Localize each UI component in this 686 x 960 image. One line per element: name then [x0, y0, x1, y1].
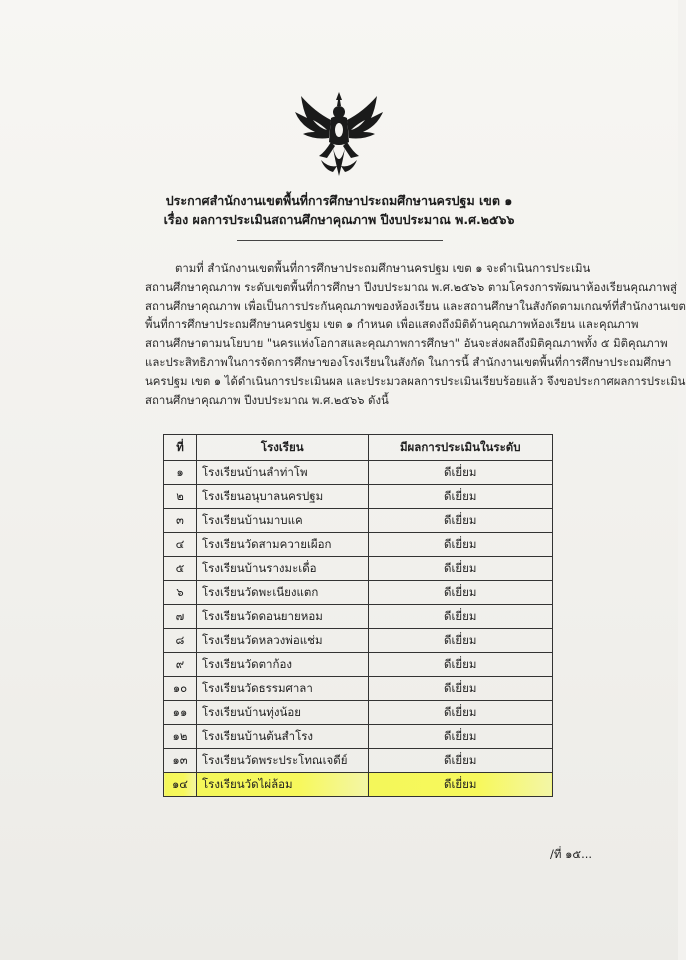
body-line: นครปฐม เขต ๑ ได้ดำเนินการประเมินผล และประมวลผลการประเมินเรียบร้อยแล้ว จึงขอประกาศผลการประเมิน	[145, 373, 686, 388]
row-number: ๑	[164, 461, 197, 485]
body-line: สถานศึกษาคุณภาพ ปีงบประมาณ พ.ศ.๒๕๖๖ ดังนี้	[145, 392, 389, 407]
row-school: โรงเรียนบ้านลำท่าโพ	[196, 461, 368, 485]
row-school: โรงเรียนวัดไผ่ล้อม	[196, 773, 368, 797]
row-number: ๗	[164, 605, 197, 629]
row-number: ๑๔	[164, 773, 197, 797]
row-school: โรงเรียนวัดสามควายเผือก	[196, 533, 368, 557]
body-line: และประสิทธิภาพในการจัดการศึกษาของโรงเรียนในสังกัด ในการนี้ สำนักงานเขตพื้นที่การศึกษาประถมศึกษา	[145, 354, 672, 369]
table-row	[164, 701, 553, 725]
row-number: ๔	[164, 533, 197, 557]
row-number: ๑๒	[164, 725, 197, 749]
header-number: ที่	[164, 435, 197, 461]
title-divider	[237, 240, 443, 241]
row-number: ๖	[164, 581, 197, 605]
row-school: โรงเรียนวัดธรรมศาลา	[196, 677, 368, 701]
announcement-title: ประกาศสำนักงานเขตพื้นที่การศึกษาประถมศึกษานครปฐม เขต ๑	[165, 193, 513, 208]
row-result: ดีเยี่ยม	[368, 557, 553, 581]
header-result: มีผลการประเมินในระดับ	[368, 435, 553, 461]
row-result: ดีเยี่ยม	[368, 629, 553, 653]
row-result: ดีเยี่ยม	[368, 725, 553, 749]
row-result: ดีเยี่ยม	[368, 581, 553, 605]
body-line: สถานศึกษาคุณภาพ ระดับเขตพื้นที่การศึกษา ปีงบประมาณ พ.ศ.๒๕๖๖ ตามโครงการพัฒนาห้องเรียนคุณภาพสู่	[145, 279, 677, 294]
body-line: ตามที่ สำนักงานเขตพื้นที่การศึกษาประถมศึกษานครปฐม เขต ๑ จะดำเนินการประเมิน	[175, 261, 591, 275]
garuda-emblem-icon	[293, 90, 385, 180]
row-result: ดีเยี่ยม	[368, 509, 553, 533]
table-row	[164, 533, 553, 557]
announcement-body	[145, 259, 686, 409]
row-number: ๙	[164, 653, 197, 677]
table-row	[164, 605, 553, 629]
row-school: โรงเรียนบ้านต้นสำโรง	[196, 725, 368, 749]
row-number: ๑๓	[164, 749, 197, 773]
row-number: ๑๑	[164, 701, 197, 725]
header-school: โรงเรียน	[196, 435, 368, 461]
row-result: ดีเยี่ยม	[368, 749, 553, 773]
row-school: โรงเรียนวัดพะเนียงแตก	[196, 581, 368, 605]
table-row	[164, 677, 553, 701]
next-page-marker: /ที่ ๑๕...	[550, 847, 593, 861]
row-result: ดีเยี่ยม	[368, 461, 553, 485]
row-school: โรงเรียนวัดพระประโทณเจดีย์	[196, 749, 368, 773]
table-row	[164, 581, 553, 605]
row-school: โรงเรียนบ้านมาบแค	[196, 509, 368, 533]
results-table	[163, 434, 553, 797]
row-school: โรงเรียนบ้านทุ่งน้อย	[196, 701, 368, 725]
row-result: ดีเยี่ยม	[368, 677, 553, 701]
row-school: โรงเรียนบ้านรางมะเดื่อ	[196, 557, 368, 581]
row-number: ๘	[164, 629, 197, 653]
row-school: โรงเรียนวัดตาก้อง	[196, 653, 368, 677]
announcement-subject: เรื่อง ผลการประเมินสถานศึกษาคุณภาพ ปีงบประมาณ พ.ศ.๒๕๖๖	[163, 212, 515, 227]
row-result: ดีเยี่ยม	[368, 701, 553, 725]
table-row	[164, 509, 553, 533]
table-row	[164, 557, 553, 581]
table-row	[164, 749, 553, 773]
body-line: พื้นที่การศึกษาประถมศึกษานครปฐม เขต ๑ กำหนด เพื่อแสดงถึงมิติด้านคุณภาพห้องเรียน และคุณภาพ	[145, 317, 639, 332]
body-line: สถานศึกษาคุณภาพ เพื่อเป็นการประกันคุณภาพของห้องเรียน และสถานศึกษาในสังกัดตามเกณฑ์ที่สำนักงานเขต	[145, 298, 686, 313]
body-line: สถานศึกษาตามนโยบาย "นครแห่งโอกาสและคุณภาพการศึกษา" อันจะส่งผลถึงมิติคุณภาพทั้ง ๕ มิติคุณภาพ	[145, 336, 668, 351]
table-row	[164, 629, 553, 653]
row-school: โรงเรียนวัดดอนยายหอม	[196, 605, 368, 629]
row-number: ๑๐	[164, 677, 197, 701]
table-header-row	[164, 435, 553, 461]
row-number: ๕	[164, 557, 197, 581]
table-row-highlighted	[164, 773, 553, 797]
row-number: ๓	[164, 509, 197, 533]
table-row	[164, 653, 553, 677]
row-school: โรงเรียนวัดหลวงพ่อแช่ม	[196, 629, 368, 653]
row-result: ดีเยี่ยม	[368, 653, 553, 677]
row-school: โรงเรียนอนุบาลนครปฐม	[196, 485, 368, 509]
row-result: ดีเยี่ยม	[368, 605, 553, 629]
table-row	[164, 485, 553, 509]
table-row	[164, 461, 553, 485]
table-row	[164, 725, 553, 749]
row-result: ดีเยี่ยม	[368, 533, 553, 557]
row-result: ดีเยี่ยม	[368, 773, 553, 797]
row-result: ดีเยี่ยม	[368, 485, 553, 509]
row-number: ๒	[164, 485, 197, 509]
